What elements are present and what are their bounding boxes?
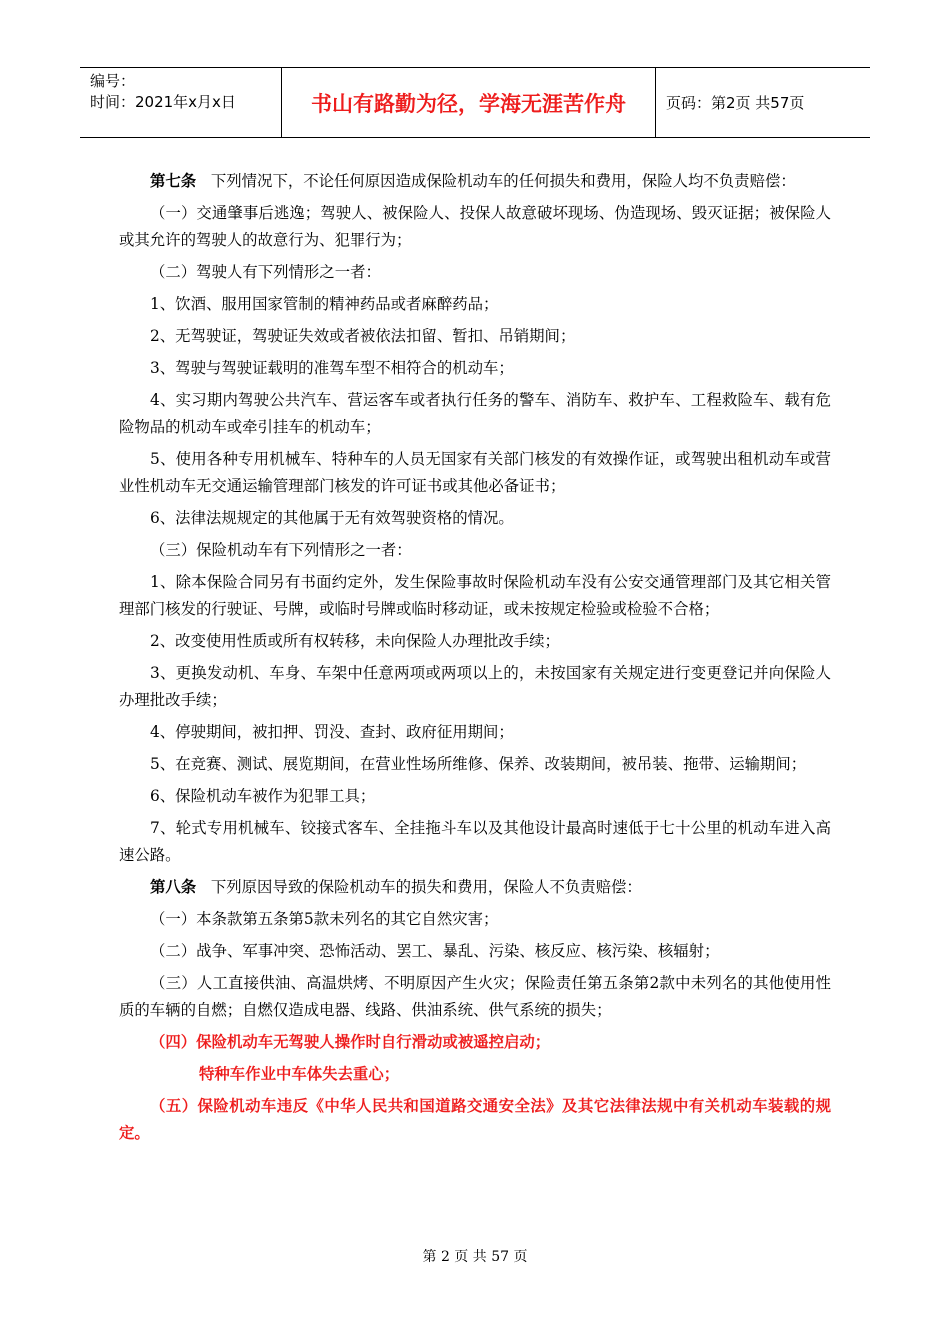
article7-item2-4: 4、实习期内驾驶公共汽车、营运客车或者执行任务的警车、消防车、救护车、工程救险车、载有危险物品的机动车或牵引挂车的机动车；: [119, 391, 831, 436]
article7-item2-6: 6、法律法规规定的其他属于无有效驾驶资格的情况。: [150, 509, 514, 527]
article7-item2-2: 2、无驾驶证，驾驶证失效或者被依法扣留、暂扣、吊销期间；: [150, 327, 576, 345]
header-page-info: 页码：第2页 共57页: [666, 94, 805, 112]
article7-item3-2: 2、改变使用性质或所有权转移，未向保险人办理批改手续；: [150, 632, 560, 650]
document-body: [119, 168, 831, 1152]
article8-item3: （三）人工直接供油、高温烘烤、不明原因产生火灾；保险责任第五条第2款中未列名的其他使用性质的车辆的自燃；自燃仅造成电器、线路、供油系统、供气系统的损失；: [119, 974, 831, 1019]
article8-item2: （二）战争、军事冲突、恐怖活动、罢工、暴乱、污染、核反应、核污染、核辐射；: [150, 942, 720, 960]
article7-item3-1: 1、除本保险合同另有书面约定外，发生保险事故时保险机动车没有公安交通管理部门及其它相关管理部门核发的行驶证、号牌，或临时号牌或临时移动证，或未按规定检验或检验不合格；: [119, 573, 831, 618]
article7-item3: （三）保险机动车有下列情形之一者：: [150, 541, 412, 559]
article7-item3-6: 6、保险机动车被作为犯罪工具；: [150, 787, 376, 805]
article7-title: 第七条: [150, 172, 197, 190]
page-footer: 第 2 页 共 57 页: [422, 1249, 528, 1265]
article7-item2-3: 3、驾驶与驾驶证载明的准驾车型不相符合的机动车；: [150, 359, 514, 377]
page-header: [80, 67, 870, 138]
time-label: 时间：2021年x月x日: [90, 93, 236, 111]
article8-title: 第八条: [150, 878, 197, 896]
article8-item5: （五）保险机动车违反《中华人民共和国道路交通安全法》及其它法律法规中有关机动车装载的规定。: [119, 1097, 831, 1142]
article7-item3-7: 7、轮式专用机械车、铰接式客车、全挂拖斗车以及其他设计最高时速低于七十公里的机动车进入高速公路。: [119, 819, 831, 864]
article8-item4: （四）保险机动车无驾驶人操作时自行滑动或被遥控启动；: [150, 1033, 551, 1051]
article8-intro: 第八条 下列原因导致的保险机动车的损失和费用，保险人不负责赔偿：: [150, 878, 642, 896]
article8-item1: （一）本条款第五条第5款未列名的其它自然灾害；: [150, 910, 499, 928]
number-label: 编号：: [90, 72, 136, 90]
header-meta: [80, 68, 282, 137]
article7-item3-5: 5、在竞赛、测试、展览期间，在营业性场所维修、保养、改装期间，被吊装、拖带、运输期间；: [150, 755, 807, 773]
article7-item2: （二）驾驶人有下列情形之一者：: [150, 263, 381, 281]
article7-item2-5: 5、使用各种专用机械车、特种车的人员无国家有关部门核发的有效操作证，或驾驶出租机动车或营业性机动车无交通运输管理部门核发的许可证书或其他必备证书；: [119, 450, 831, 495]
article7-item2-1: 1、饮酒、服用国家管制的精神药品或者麻醉药品；: [150, 295, 499, 313]
article7-item3-4: 4、停驶期间，被扣押、罚没、查封、政府征用期间；: [150, 723, 514, 741]
article7-item1: （一）交通肇事后逃逸；驾驶人、被保险人、投保人故意破坏现场、伪造现场、毁灭证据；被保险人或其允许的驾驶人的故意行为、犯罪行为；: [119, 204, 831, 249]
article8-item4b: 特种车作业中车体失去重心；: [199, 1065, 400, 1083]
header-motto: 书山有路勤为径，学海无涯苦作舟: [282, 68, 656, 137]
article7-intro: 第七条 下列情况下，不论任何原因造成保险机动车的任何损失和费用，保险人均不负责赔偿：: [150, 172, 796, 190]
article7-item3-3: 3、更换发动机、车身、车架中任意两项或两项以上的，未按国家有关规定进行变更登记并向保险人办理批改手续；: [119, 664, 831, 709]
